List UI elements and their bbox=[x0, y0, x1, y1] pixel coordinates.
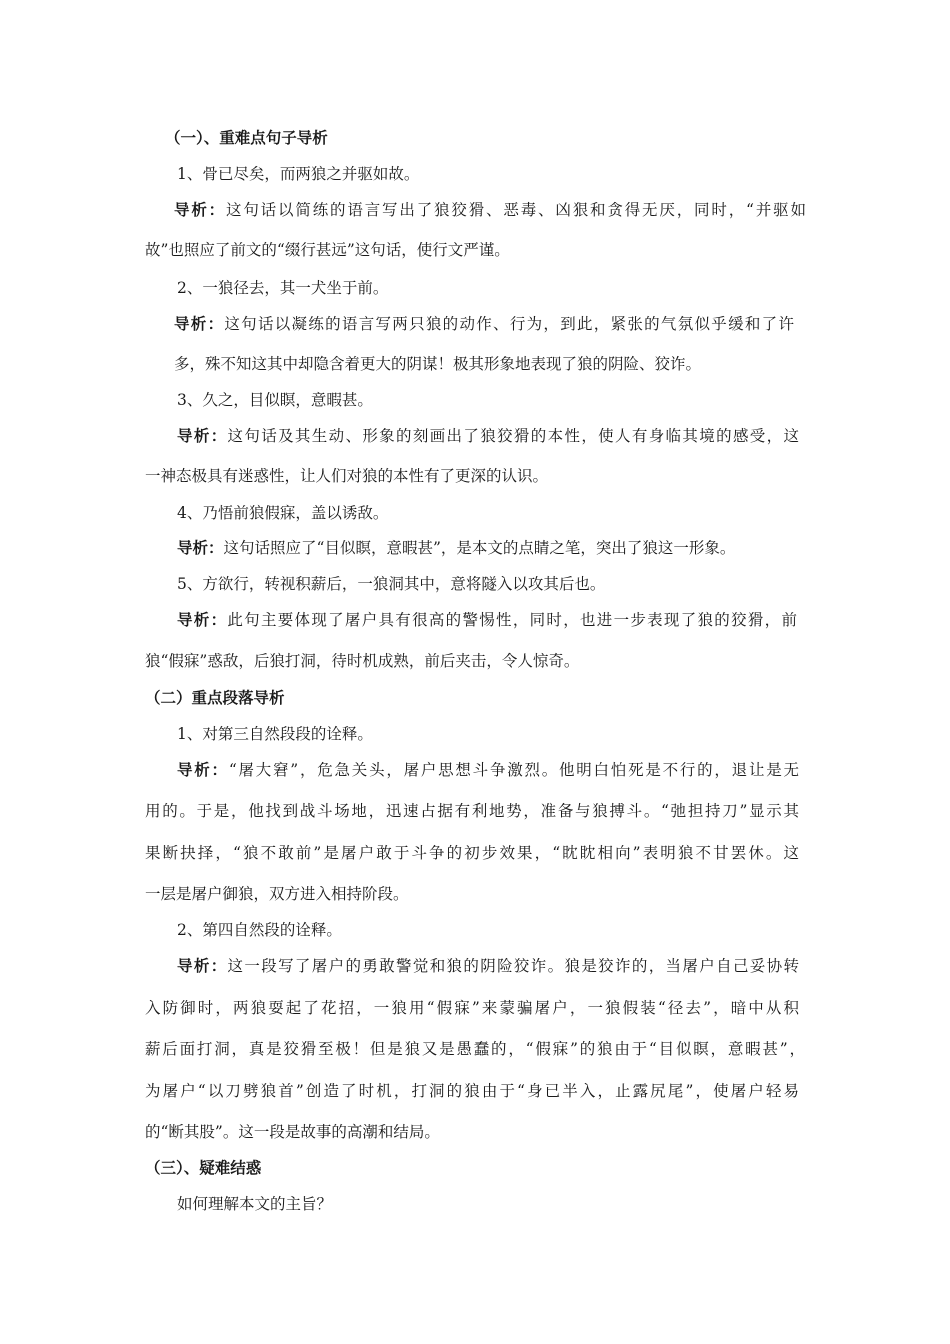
analysis-label: 导析： bbox=[177, 427, 228, 445]
analysis-text: 这句话及其生动、形象的刻画出了狼狡猾的本性，使人有身临其境的感受，这 bbox=[227, 427, 799, 445]
analysis-text: 这句话以简练的语言写出了狼狡猾、恶毒、凶狠和贪得无厌，同时，“并驱如 bbox=[226, 201, 806, 219]
analysis-label: 导析： bbox=[174, 201, 227, 219]
analysis-label: 导析： bbox=[177, 761, 229, 779]
sentence-3: 3、久之，目似瞑，意暇甚。 bbox=[177, 391, 373, 409]
analysis-label: 导析： bbox=[177, 611, 228, 629]
analysis-p1-line-1 bbox=[177, 760, 799, 780]
analysis-text: 此句主要体现了屠户具有很高的警惕性，同时，也进一步表现了狼的狡猾，前 bbox=[227, 611, 797, 629]
section-heading-2: （二）重点段落导析 bbox=[145, 689, 285, 707]
sentence-2: 2、一狼径去，其一犬坐于前。 bbox=[177, 279, 389, 297]
analysis-label: 导析： bbox=[177, 539, 224, 557]
analysis-p2-line-3: 薪后面打洞，真是狡猾至极！但是狼又是愚蠢的，“假寐”的狼由于“目似瞑，意暇甚”， bbox=[145, 1040, 805, 1058]
sentence-1: 1、骨已尽矣，而两狼之并驱如故。 bbox=[177, 165, 420, 183]
analysis-text: “屠大窘”，危急关头，屠户思想斗争激烈。他明白怕死是不行的，退让是无 bbox=[228, 761, 799, 779]
section-heading-1: （一）、重难点句子导析 bbox=[165, 129, 328, 147]
sentence-4: 4、乃悟前狼假寐，盖以诱敌。 bbox=[177, 504, 389, 522]
analysis-p1-line-4: 一层是屠户御狼，双方进入相持阶段。 bbox=[145, 885, 409, 903]
analysis-text: 这句话照应了“目似瞑，意暇甚”，是本文的点睛之笔，突出了狼这一形象。 bbox=[223, 539, 736, 557]
analysis-label: 导析： bbox=[177, 957, 228, 975]
analysis-p1-line-3: 果断抉择，“狼不敢前”是屠户敢于斗争的初步效果，“眈眈相向”表明狼不甘罢休。这 bbox=[145, 844, 799, 862]
analysis-1-line-1 bbox=[174, 200, 806, 220]
analysis-p2-line-5: 的“断其股”。这一段是故事的高潮和结局。 bbox=[145, 1123, 440, 1141]
analysis-5-line-1 bbox=[177, 610, 797, 630]
analysis-2-line-1 bbox=[174, 314, 794, 334]
paragraph-title-1: 1、对第三自然段段的诠释。 bbox=[177, 725, 373, 743]
analysis-p2-line-1 bbox=[177, 956, 799, 976]
analysis-text: 这句话以凝练的语言写两只狼的动作、行为，到此，紧张的气氛似乎缓和了许 bbox=[224, 315, 794, 333]
analysis-2-line-2: 多，殊不知这其中却隐含着更大的阴谋！极其形象地表现了狼的阴险、狡诈。 bbox=[174, 355, 702, 373]
analysis-label: 导析： bbox=[174, 315, 225, 333]
analysis-4-line-1 bbox=[177, 538, 735, 558]
question: 如何理解本文的主旨？ bbox=[177, 1195, 333, 1213]
analysis-p1-line-2: 用的。于是，他找到战斗场地，迅速占据有利地势，准备与狼搏斗。“弛担持刀”显示其 bbox=[145, 802, 799, 820]
analysis-p2-line-4: 为屠户“以刀劈狼首”创造了时机，打洞的狼由于“身已半入，止露尻尾”，使屠户轻易 bbox=[145, 1082, 799, 1100]
analysis-1-line-2: 故”也照应了前文的“缀行甚远”这句话，使行文严谨。 bbox=[145, 241, 510, 259]
analysis-3-line-2: 一神态极具有迷惑性，让人们对狼的本性有了更深的认识。 bbox=[145, 467, 549, 485]
paragraph-title-2: 2、第四自然段的诠释。 bbox=[177, 921, 342, 939]
analysis-5-line-2: 狼“假寐”惑敌，后狼打洞，待时机成熟，前后夹击，令人惊奇。 bbox=[145, 652, 580, 670]
analysis-3-line-1 bbox=[177, 426, 799, 446]
analysis-p2-line-2: 入防御时，两狼耍起了花招，一狼用“假寐”来蒙骗屠户，一狼假装“径去”，暗中从积 bbox=[145, 999, 799, 1017]
analysis-text: 这一段写了屠户的勇敢警觉和狼的阴险狡诈。狼是狡诈的，当屠户自己妥协转 bbox=[227, 957, 799, 975]
sentence-5: 5、方欲行，转视积薪后，一狼洞其中，意将隧入以攻其后也。 bbox=[177, 575, 606, 593]
section-heading-3: （三）、疑难结惑 bbox=[145, 1159, 262, 1177]
